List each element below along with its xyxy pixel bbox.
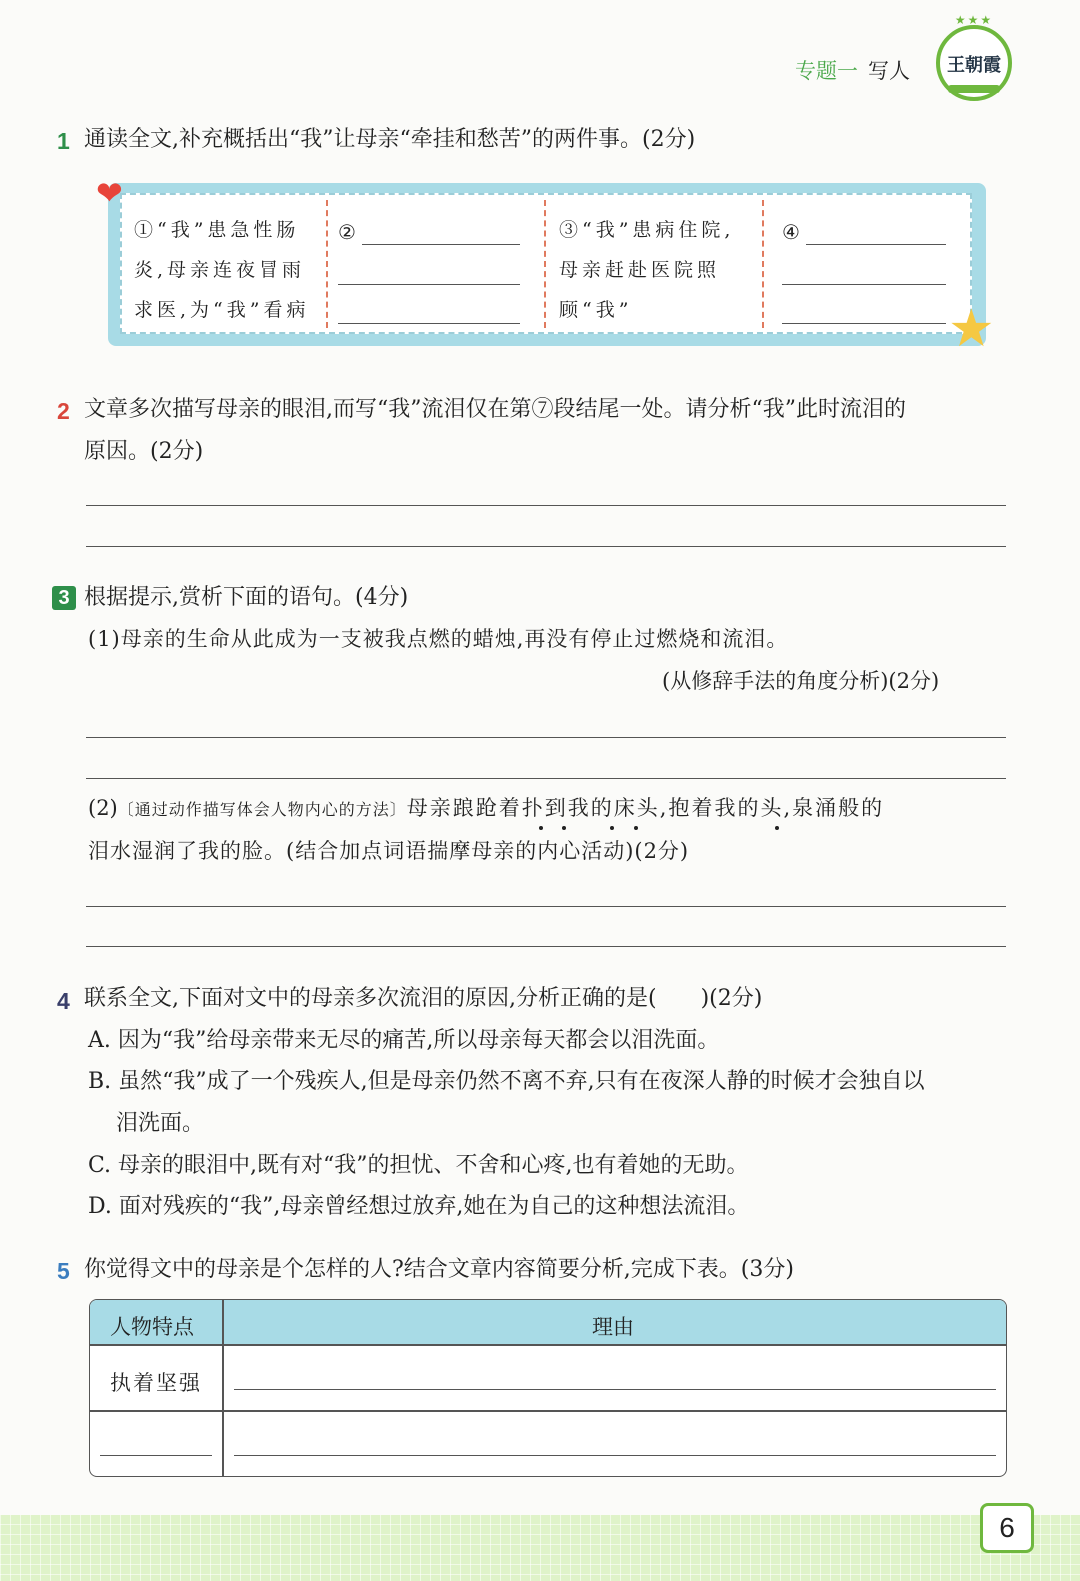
q4-option-d[interactable]: D. 面对残疾的“我”,母亲曾经想过放弃,她在为自己的这种想法流泪。 [88, 1194, 750, 1219]
q1-blank-2-label: ② [338, 220, 356, 244]
q3-part-1: (1)母亲的生命从此成为一支被我点燃的蜡烛,再没有停止过燃烧和流泪。 [88, 627, 789, 651]
publisher-logo [936, 13, 1012, 101]
q1-event-3 [559, 210, 734, 330]
q1-blank-2-line-2[interactable] [338, 284, 520, 285]
q1-event-1 [134, 210, 309, 330]
q4-text: 联系全文,下面对文中的母亲多次流泪的原因,分析正确的是( )(2分) [84, 986, 763, 1011]
q2-text-line-2: 原因。(2分) [84, 439, 204, 464]
q2-answer-line-2[interactable] [86, 546, 1006, 547]
table-header-reason: 理由 [592, 1315, 634, 1339]
q2-number: 2 [57, 398, 70, 424]
q1-blank-4-line-1[interactable] [806, 244, 946, 245]
q1-event-1-line: ①“我”患急性肠 [134, 219, 300, 241]
header-topic [795, 55, 910, 85]
q4-option-b[interactable]: B. 虽然“我”成了一个残疾人,但是母亲仍然不离不弃,只有在夜深人静的时候才会独自以 [88, 1069, 925, 1094]
star-icon: ★ [948, 299, 995, 359]
logo-stars-icon: ★★★ [954, 13, 994, 27]
q1-event-1-line: 炎,母亲连夜冒雨 [134, 259, 306, 281]
emphasis-dot [634, 826, 638, 830]
q1-number: 1 [57, 128, 70, 154]
table-column-divider [222, 1300, 224, 1476]
q5-number: 5 [57, 1258, 70, 1284]
q3-1-answer-line-1[interactable] [86, 737, 1006, 738]
table-row-1-trait: 执着坚强 [110, 1371, 202, 1395]
table-row-divider [90, 1344, 1006, 1346]
q4-number: 4 [57, 988, 70, 1014]
q1-blank-4-label: ④ [782, 220, 800, 244]
q1-blank-4-line-2[interactable] [782, 284, 946, 285]
footer-band [0, 1515, 1080, 1581]
page-number: 6 [980, 1503, 1034, 1553]
q5-table [89, 1299, 1007, 1477]
subtopic-label: 写人 [868, 59, 910, 83]
q1-blank-4-line-3[interactable] [782, 323, 946, 324]
q2-answer-line-1[interactable] [86, 505, 1006, 506]
q3-part-2-sentence: 母亲踉跄着扑到我的床头,抱着我的头,泉涌般的 [406, 796, 885, 820]
q1-event-3-line: 母亲赶赴医院照 [559, 259, 721, 281]
table-row-2-trait-line[interactable] [100, 1455, 212, 1456]
emphasis-dot [562, 826, 566, 830]
logo-text: 王朝霞 [947, 55, 1001, 76]
q1-blank-2-line-1[interactable] [362, 244, 520, 245]
table-row-divider [90, 1410, 1006, 1412]
q3-part-2-method-tag: 〔通过动作描写体会人物内心的方法〕 [117, 800, 407, 819]
q3-part-2-line-2: 泪水湿润了我的脸。(结合加点词语揣摩母亲的内心活动)(2分) [88, 839, 690, 863]
q4-option-a[interactable]: A. 因为“我”给母亲带来无尽的痛苦,所以母亲每天都会以泪洗面。 [88, 1028, 720, 1053]
q3-1-answer-line-2[interactable] [86, 778, 1006, 779]
q3-part-1-hint: (从修辞手法的角度分析)(2分) [662, 669, 940, 693]
q1-event-3-line: ③“我”患病住院, [559, 219, 735, 241]
table-header-trait: 人物特点 [110, 1315, 194, 1339]
emphasis-dot [775, 826, 779, 830]
q3-part-2-prefix: (2) [88, 796, 118, 820]
q1-event-3-line: 顾“我” [559, 299, 633, 321]
q1-blank-2-line-3[interactable] [338, 323, 520, 324]
column-divider [544, 200, 546, 328]
q3-2-answer-line-2[interactable] [86, 946, 1006, 947]
logo-band [948, 85, 1000, 93]
topic-label: 专题一 [795, 59, 858, 83]
column-divider [326, 200, 328, 328]
q3-number: 3 [52, 586, 76, 610]
q3-text: 根据提示,赏析下面的语句。(4分) [84, 585, 409, 610]
q2-text-line-1: 文章多次描写母亲的眼泪,而写“我”流泪仅在第⑦段结尾一处。请分析“我”此时流泪的 [84, 397, 906, 422]
column-divider [762, 200, 764, 328]
q4-option-b-cont: 泪洗面。 [116, 1111, 205, 1136]
emphasis-dot [539, 826, 543, 830]
q4-option-c[interactable]: C. 母亲的眼泪中,既有对“我”的担忧、不舍和心疼,也有着她的无助。 [88, 1153, 749, 1178]
q1-text: 通读全文,补充概括出“我”让母亲“牵挂和愁苦”的两件事。(2分) [84, 127, 696, 152]
q5-text: 你觉得文中的母亲是个怎样的人?结合文章内容简要分析,完成下表。(3分) [84, 1257, 794, 1282]
q1-event-1-line: 求医,为“我”看病 [134, 299, 310, 321]
emphasis-dot [610, 826, 614, 830]
heart-icon: ❤ [96, 174, 123, 212]
table-row-1-reason-line[interactable] [234, 1389, 996, 1390]
q3-2-answer-line-1[interactable] [86, 906, 1006, 907]
table-row-2-reason-line[interactable] [234, 1455, 996, 1456]
q3-part-2-line-1 [88, 798, 884, 819]
